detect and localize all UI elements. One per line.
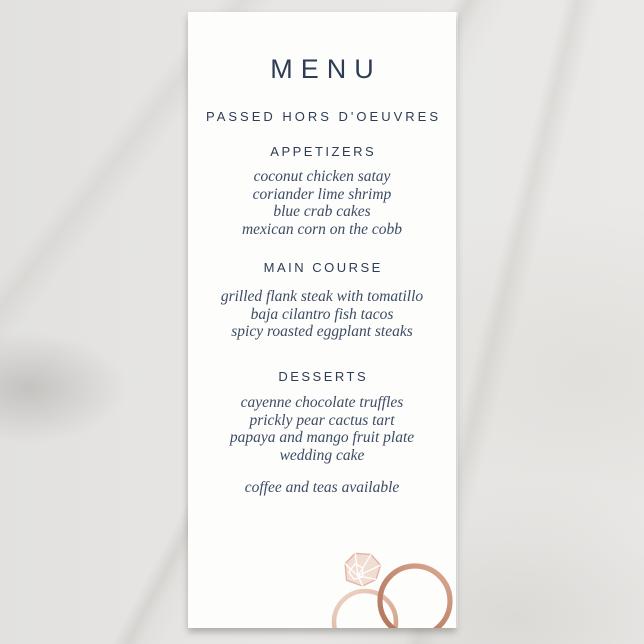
menu-item: baja cilantro fish tacos: [250, 305, 394, 323]
menu-title: MENU: [270, 54, 382, 84]
menu-item: mexican corn on the cobb: [241, 220, 403, 238]
menu-item: coconut chicken satay: [253, 168, 391, 185]
appetizers-list: [188, 168, 456, 238]
section-heading-appetizers: APPETIZERS: [270, 144, 377, 159]
menu-item: grilled flank steak with tomatillo: [220, 288, 424, 305]
menu-item: spicy roasted eggplant steaks: [231, 323, 413, 340]
menu-item: papaya and mango fruit plate: [229, 429, 415, 446]
menu-footnote: coffee and teas available: [244, 479, 400, 496]
menu-item: wedding cake: [279, 446, 365, 464]
section-heading-desserts: DESSERTS: [278, 369, 369, 384]
main-course-list: [188, 288, 456, 341]
menu-item: blue crab cakes: [273, 203, 371, 220]
wedding-rings-icon: [320, 535, 456, 628]
section-heading-main-course: MAIN COURSE: [263, 260, 383, 275]
menu-item: prickly pear cactus tart: [249, 411, 395, 429]
desserts-list: [188, 394, 456, 464]
wedding-band-icon: [380, 566, 450, 628]
menu-item: coriander lime shrimp: [252, 185, 392, 203]
menu-card: [188, 12, 456, 628]
menu-subtitle: PASSED HORS D'OEUVRES: [205, 109, 441, 124]
menu-item: cayenne chocolate truffles: [240, 394, 404, 411]
diamond-icon: [337, 545, 386, 592]
